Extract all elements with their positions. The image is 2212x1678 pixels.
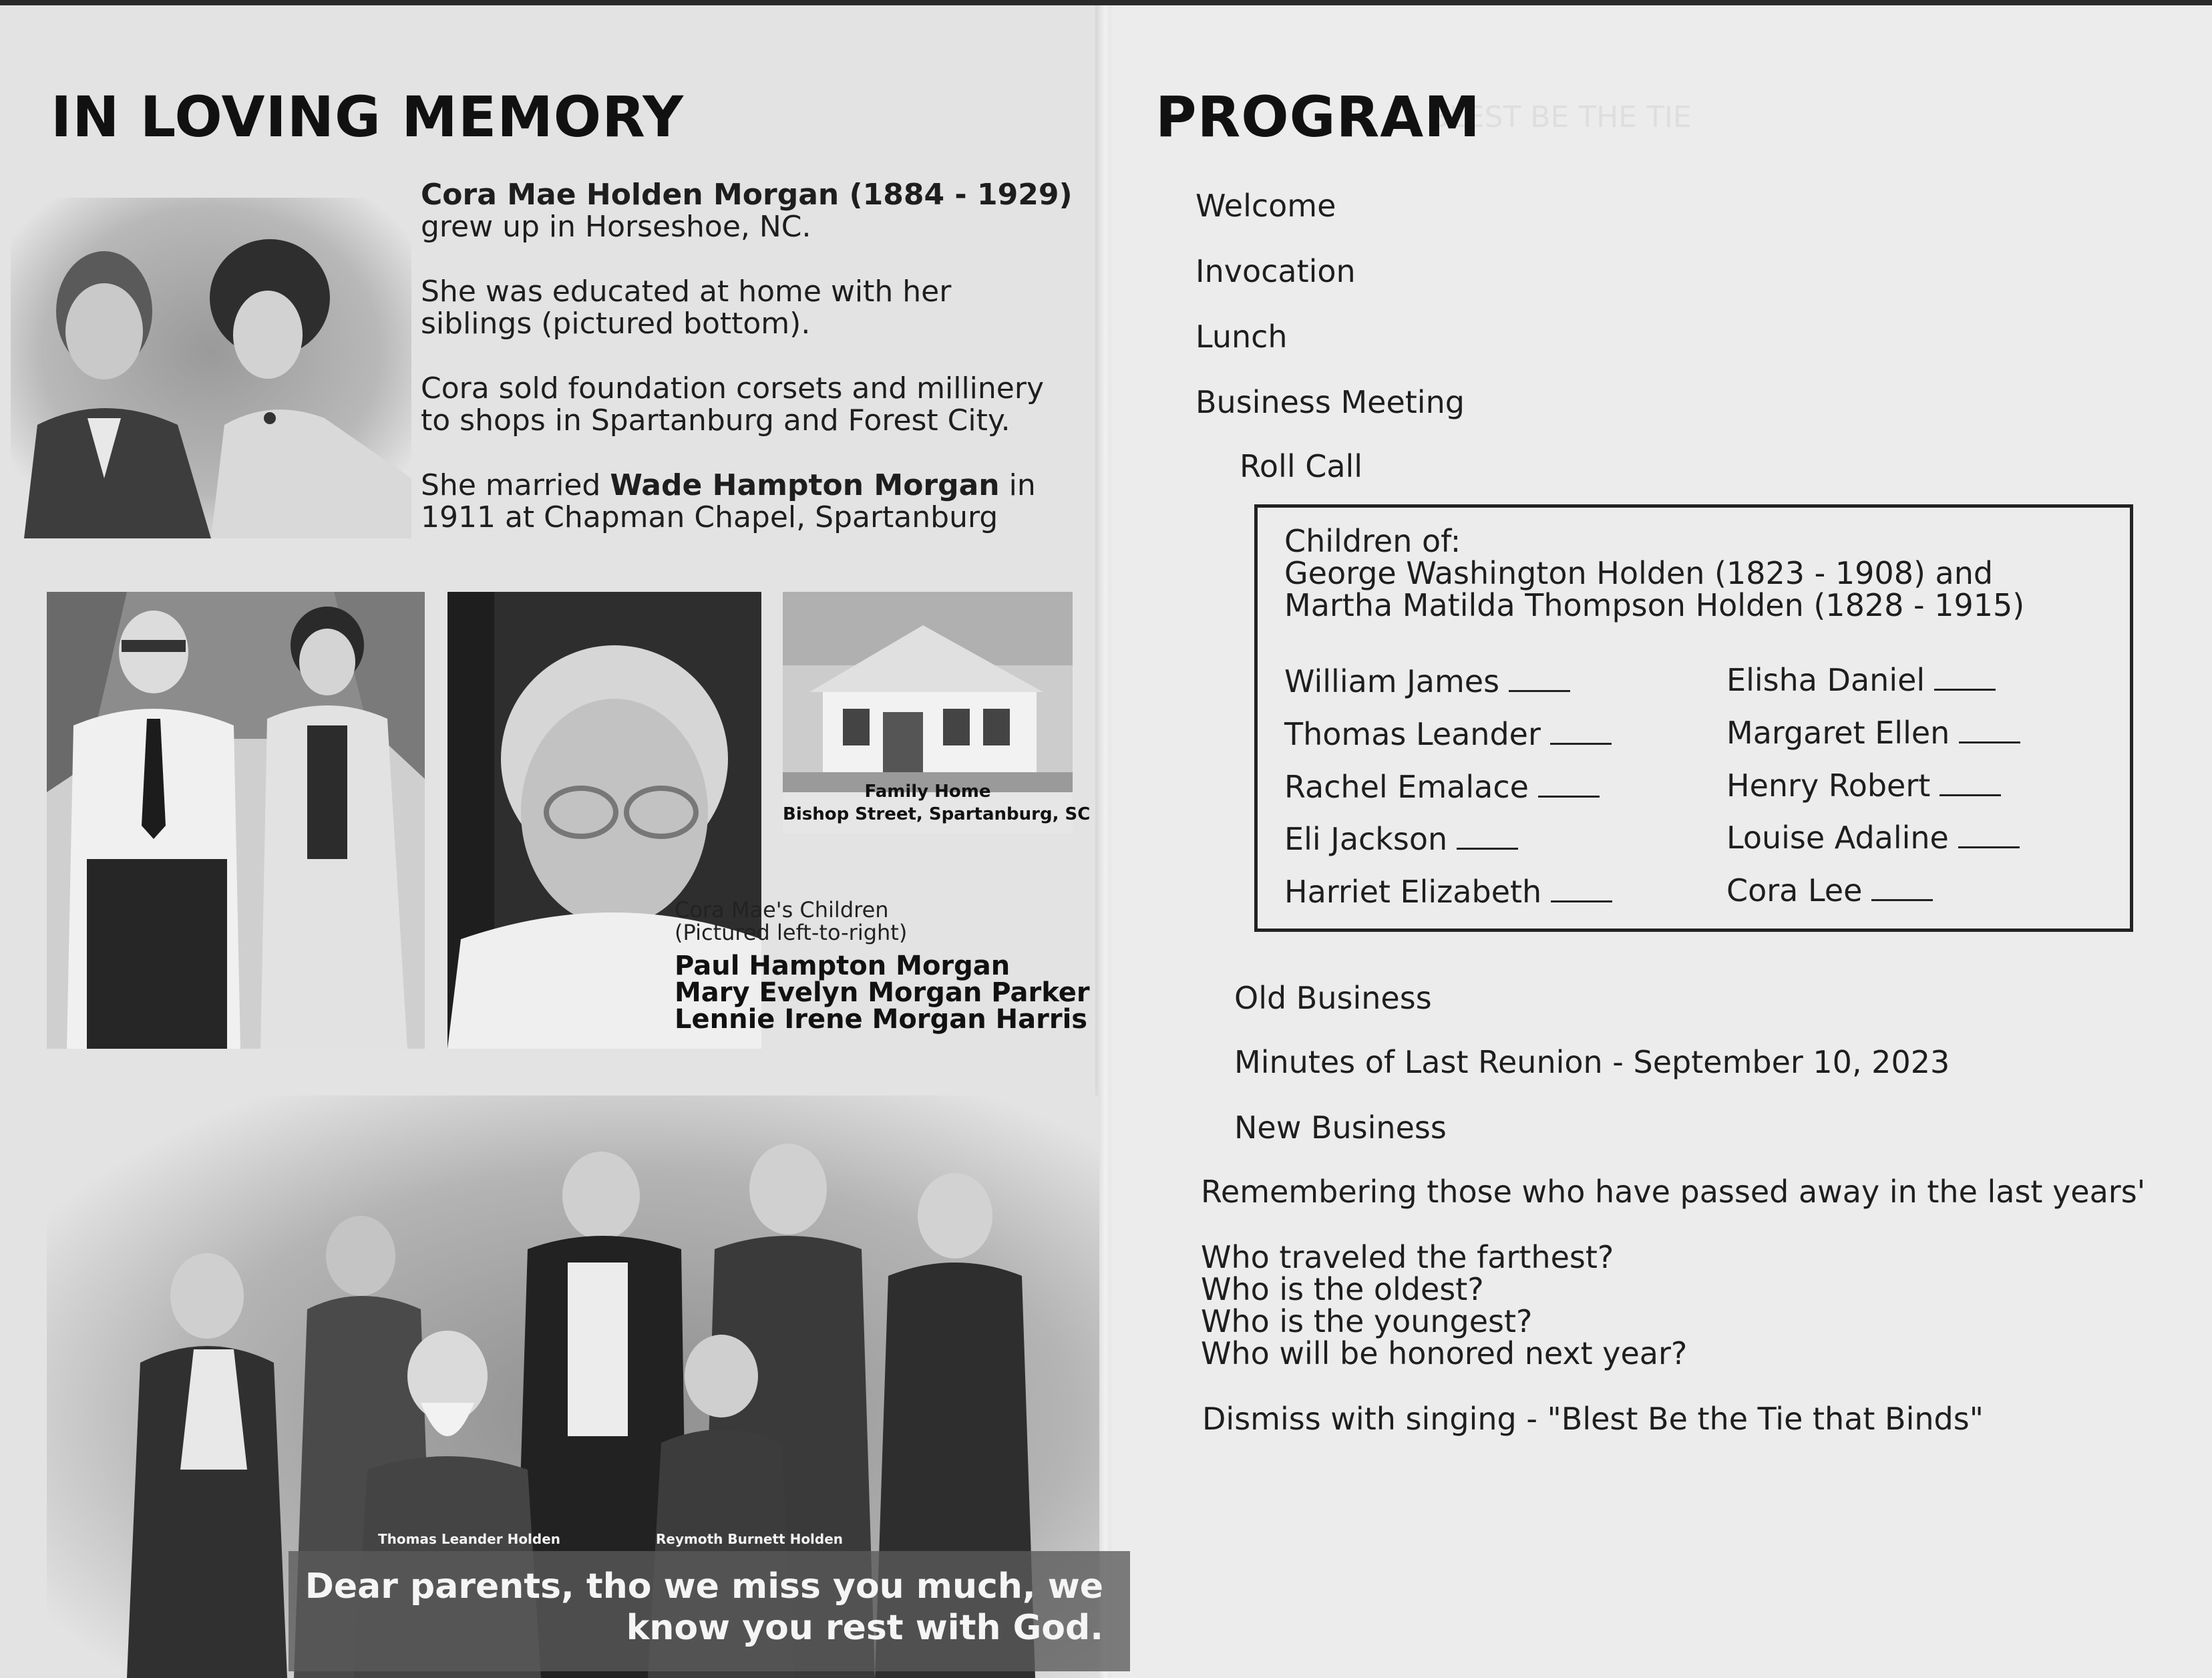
child-name: Thomas Leander	[1284, 716, 1541, 752]
children-roll-box	[1254, 504, 2133, 932]
check-blank	[1457, 825, 1518, 850]
education-line-2: siblings (pictured bottom).	[421, 307, 811, 341]
married-line-2: 1911 at Chapman Chapel, Spartanburg	[421, 500, 998, 534]
married-line-1	[421, 470, 1036, 502]
home-caption-line-1: Family Home	[864, 782, 991, 802]
question-farthest: Who traveled the farthest?	[1201, 1239, 1614, 1275]
quote-line-1: Dear parents, tho we miss you much, we	[305, 1566, 1103, 1607]
cora-grew-up-line: grew up in Horseshoe, NC.	[421, 210, 811, 244]
children-caption-title: Cora Mae's Children	[675, 897, 889, 922]
child-name: Harriet Elizabeth	[1284, 874, 1542, 910]
child-entry	[1284, 771, 1600, 803]
parent-line-1: George Washington Holden (1823 - 1908) and	[1284, 555, 1994, 591]
cora-name-line: Cora Mae Holden Morgan (1884 - 1929)	[421, 178, 1073, 212]
check-blank	[1538, 773, 1600, 798]
program-item-business-meeting: Business Meeting	[1195, 384, 1465, 420]
child-name: Elisha Daniel	[1726, 662, 1925, 698]
married-post: in	[999, 468, 1036, 502]
child-entry	[1284, 718, 1612, 750]
program-item-dismiss: Dismiss with singing - "Blest Be the Tie that Binds"	[1202, 1401, 1984, 1437]
check-blank	[1934, 666, 1996, 691]
child-entry	[1726, 770, 2001, 802]
photo-tag-reymoth: Reymoth Burnett Holden	[656, 1531, 844, 1547]
husband-name: Wade Hampton Morgan	[610, 468, 1000, 502]
child-name: Cora Lee	[1726, 872, 1863, 908]
child-entry	[1726, 664, 1996, 696]
children-caption-order: (Pictured left-to-right)	[675, 920, 908, 945]
program-item-remembering: Remembering those who have passed away in the last years'	[1201, 1174, 2146, 1210]
quote-line-2: know you rest with God.	[626, 1608, 1103, 1648]
children-box-title: Children of:	[1284, 523, 1461, 559]
memory-heading: IN LOVING MEMORY	[51, 84, 685, 150]
program-item-old-business: Old Business	[1234, 980, 1432, 1016]
program-item-invocation: Invocation	[1195, 253, 1356, 289]
child-entry	[1726, 874, 1933, 906]
corsets-line-1: Cora sold foundation corsets and millinery	[421, 371, 1044, 405]
photo-tag-thomas: Thomas Leander Holden	[378, 1531, 561, 1547]
question-oldest: Who is the oldest?	[1201, 1271, 1484, 1307]
check-blank	[1871, 876, 1933, 901]
child-entry	[1284, 665, 1570, 697]
child-entry	[1284, 823, 1518, 855]
check-blank	[1550, 720, 1612, 745]
married-pre: She married	[421, 468, 610, 502]
child-name-3: Lennie Irene Morgan Harris	[675, 1004, 1088, 1035]
couple-portrait-photo	[11, 198, 411, 538]
child-name: Rachel Emalace	[1284, 769, 1529, 805]
child-name: Louise Adaline	[1726, 820, 1949, 856]
child-name-2: Mary Evelyn Morgan Parker	[675, 977, 1090, 1008]
child-name-1: Paul Hampton Morgan	[675, 951, 1010, 981]
check-blank	[1958, 824, 2020, 848]
parent-line-2: Martha Matilda Thompson Holden (1828 - 1915)	[1284, 587, 2025, 623]
education-line-1: She was educated at home with her	[421, 275, 952, 309]
child-name: William James	[1284, 663, 1500, 699]
program-item-minutes: Minutes of Last Reunion - September 10, 2023	[1234, 1044, 1950, 1080]
child-name: Margaret Ellen	[1726, 715, 1950, 751]
program-item-lunch: Lunch	[1195, 319, 1288, 355]
program-item-welcome: Welcome	[1195, 188, 1336, 224]
older-couple-photo	[47, 592, 425, 1049]
check-blank	[1551, 878, 1612, 902]
child-name: Henry Robert	[1726, 768, 1931, 804]
question-honored: Who will be honored next year?	[1201, 1335, 1688, 1371]
program-item-new-business: New Business	[1234, 1110, 1447, 1146]
child-entry	[1726, 822, 2020, 854]
top-edge	[0, 0, 2212, 5]
child-entry	[1284, 876, 1612, 908]
show-through-text: BLEST BE THE TIE	[1429, 100, 1692, 134]
home-caption-line-2: Bishop Street, Spartanburg, SC	[783, 804, 1091, 824]
check-blank	[1940, 772, 2001, 796]
program-heading: PROGRAM	[1155, 84, 1481, 150]
corsets-line-2: to shops in Spartanburg and Forest City.	[421, 403, 1010, 438]
question-youngest: Who is the youngest?	[1201, 1303, 1533, 1339]
check-blank	[1509, 667, 1570, 692]
check-blank	[1959, 719, 2020, 743]
program-item-roll-call: Roll Call	[1240, 448, 1363, 484]
quote-band	[289, 1551, 1130, 1671]
child-name: Eli Jackson	[1284, 821, 1448, 857]
child-entry	[1726, 717, 2020, 749]
